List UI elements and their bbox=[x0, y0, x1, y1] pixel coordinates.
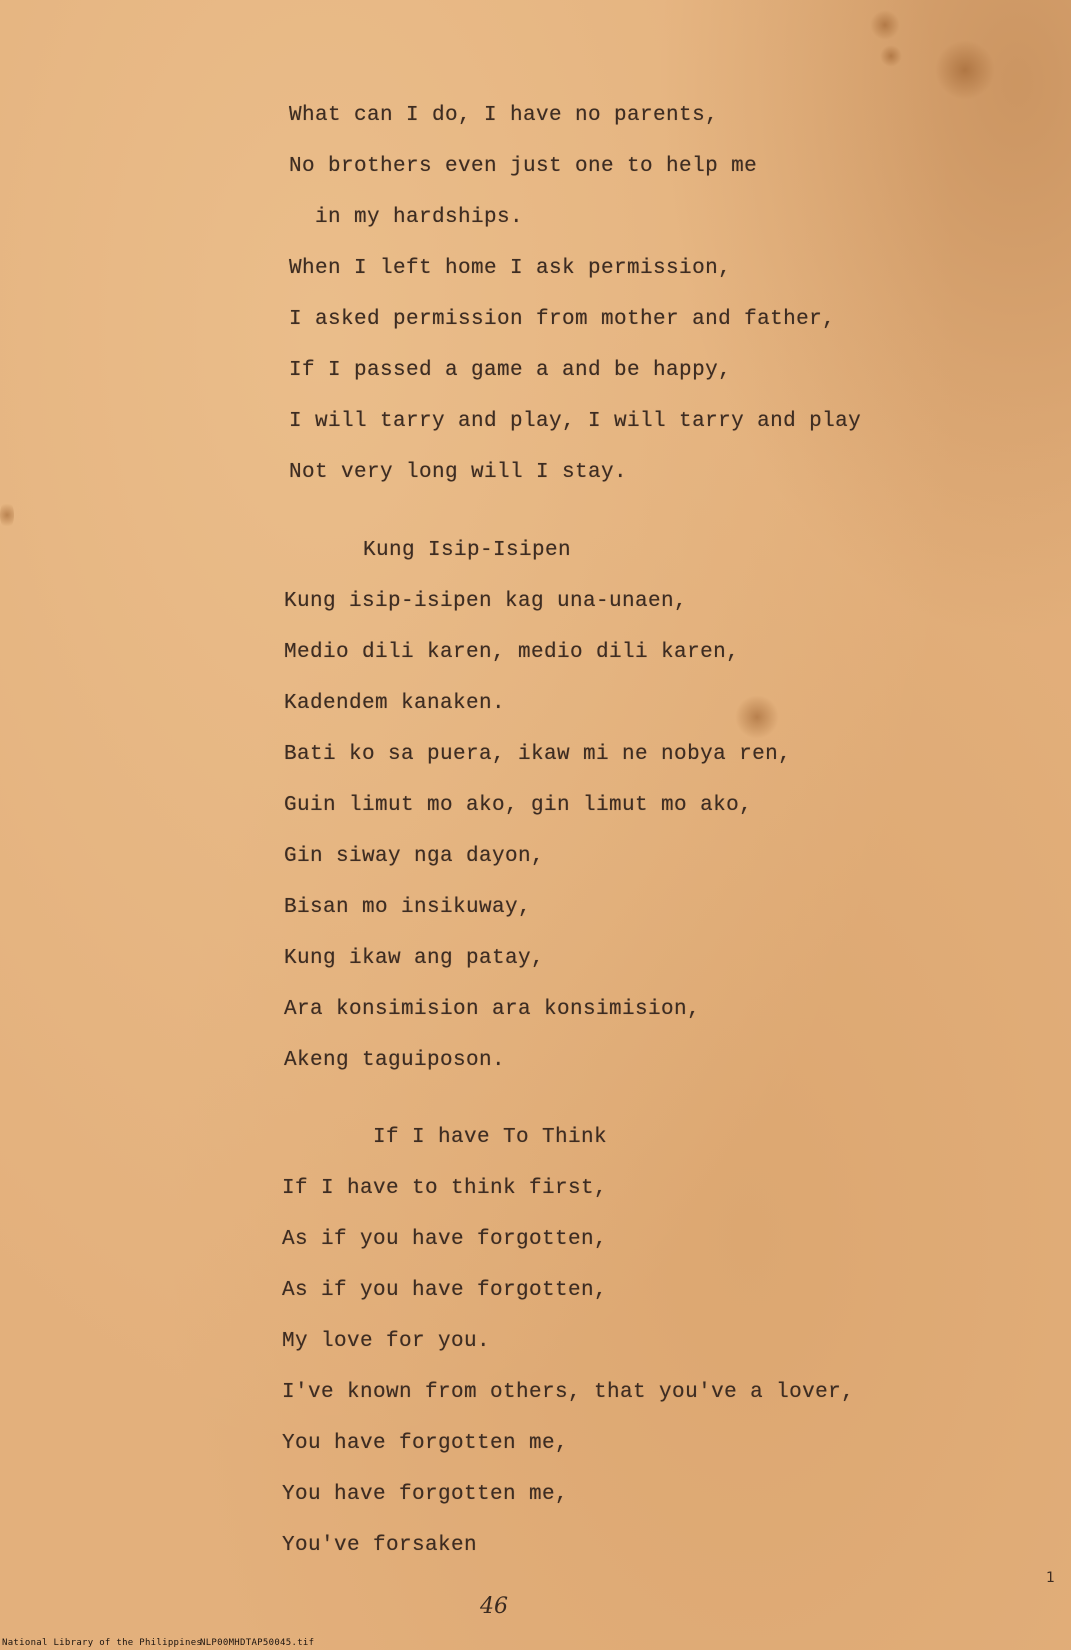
paper-stain bbox=[735, 695, 779, 739]
poem-line: You've forsaken bbox=[282, 1534, 478, 1557]
page-number: 46 bbox=[480, 1594, 508, 1619]
poem-line: Guin limut mo ako, gin limut mo ako, bbox=[284, 794, 753, 817]
poem-title: Kung Isip-Isipen bbox=[363, 539, 572, 562]
poem-line: When I left home I ask permission, bbox=[289, 257, 732, 280]
poem-line: Kung ikaw ang patay, bbox=[284, 947, 545, 970]
poem-line: in my hardships. bbox=[315, 206, 524, 229]
poem-line: Kadendem kanaken. bbox=[284, 692, 506, 715]
poem-line: You have forgotten me, bbox=[282, 1483, 569, 1506]
poem-line: As if you have forgotten, bbox=[282, 1279, 608, 1302]
poem-line: What can I do, I have no parents, bbox=[289, 104, 719, 127]
poem-line: As if you have forgotten, bbox=[282, 1228, 608, 1251]
paper-stain bbox=[935, 40, 995, 100]
margin-mark: 1 bbox=[1046, 1570, 1055, 1586]
poem-line: If I passed a game a and be happy, bbox=[289, 359, 732, 382]
poem-line: Kung isip-isipen kag una-unaen, bbox=[284, 590, 688, 613]
poem-line: Ara konsimision ara konsimision, bbox=[284, 998, 701, 1021]
poem-line: Bati ko sa puera, ikaw mi ne nobya ren, bbox=[284, 743, 792, 766]
paper-stain bbox=[0, 500, 14, 530]
poem-line: I asked permission from mother and father, bbox=[289, 308, 836, 331]
poem-line: If I have to think first, bbox=[282, 1177, 608, 1200]
poem-line: Akeng taguiposon. bbox=[284, 1049, 506, 1072]
footer-file-label: NLP00MHDTAP50045.tif bbox=[200, 1638, 315, 1648]
paper-stain bbox=[880, 45, 902, 67]
poem-line: I will tarry and play, I will tarry and play bbox=[289, 410, 862, 433]
poem-title: If I have To Think bbox=[373, 1126, 608, 1149]
poem-line: I've known from others, that you've a lover, bbox=[282, 1381, 855, 1404]
poem-line: Gin siway nga dayon, bbox=[284, 845, 545, 868]
footer-library-label: National Library of the Philippines bbox=[2, 1638, 203, 1648]
paper-stain bbox=[870, 10, 900, 40]
poem-line: My love for you. bbox=[282, 1330, 491, 1353]
poem-line: You have forgotten me, bbox=[282, 1432, 569, 1455]
poem-line: Not very long will I stay. bbox=[289, 461, 628, 484]
poem-line: Bisan mo insikuway, bbox=[284, 896, 532, 919]
poem-line: Medio dili karen, medio dili karen, bbox=[284, 641, 740, 664]
poem-line: No brothers even just one to help me bbox=[289, 155, 758, 178]
